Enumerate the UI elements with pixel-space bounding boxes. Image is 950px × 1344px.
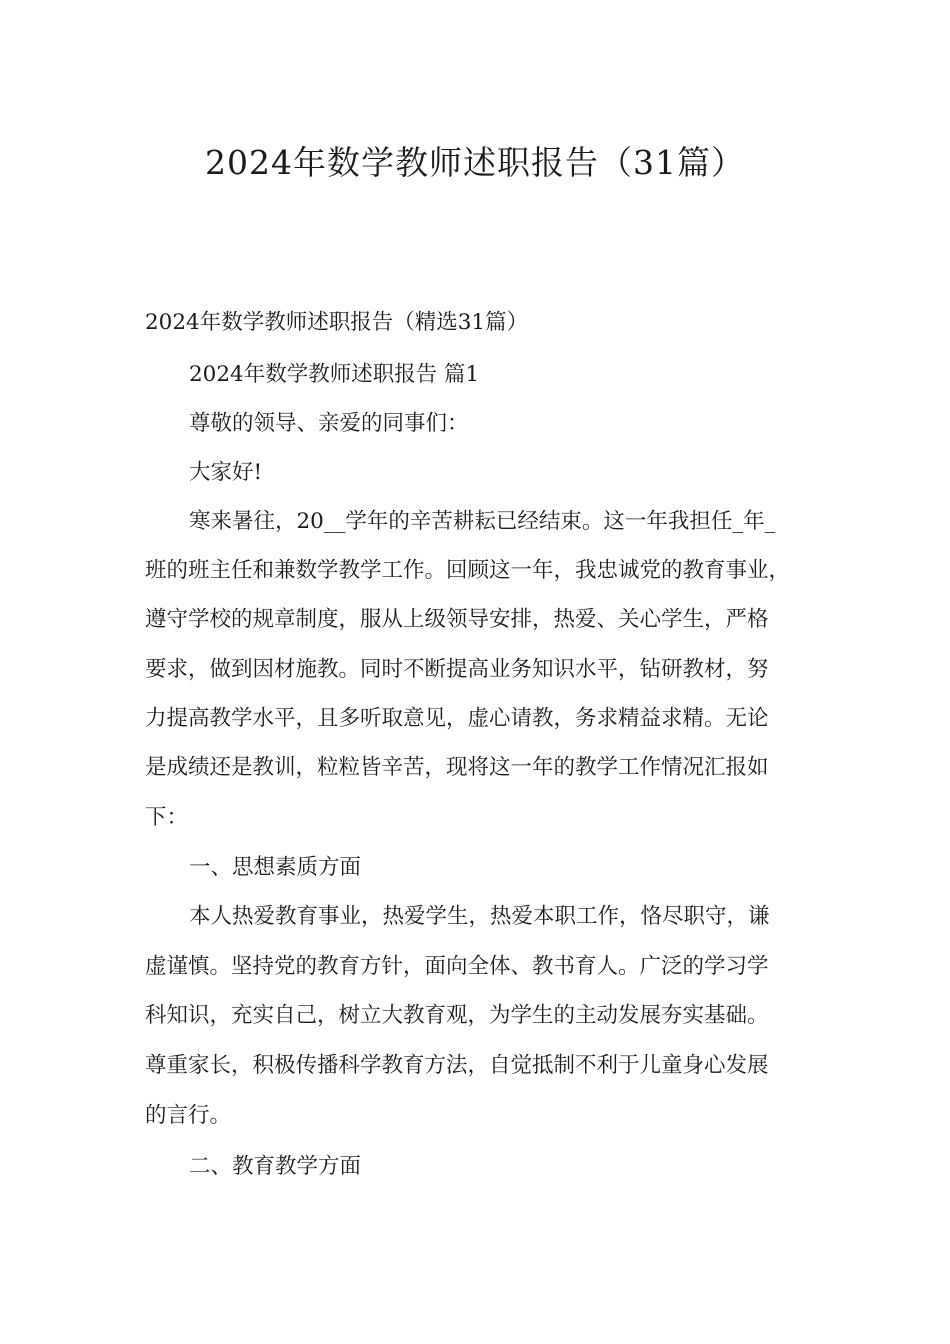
paragraph-line: 班的班主任和兼数学教学工作。回顾这一年，我忠诚党的教育事业， — [145, 558, 791, 583]
section-heading-2: 二、教育教学方面 — [189, 1154, 362, 1179]
document-title: 2024年数学教师述职报告（31篇） — [205, 143, 745, 182]
greeting: 大家好! — [189, 460, 263, 485]
paragraph-line: 是成绩还是教训，粒粒皆辛苦，现将这一年的教学工作情况汇报如 — [145, 755, 769, 780]
salutation: 尊敬的领导、亲爱的同事们： — [189, 411, 469, 436]
paragraph-line: 科知识，充实自己，树立大教育观，为学生的主动发展夯实基础。 — [145, 1003, 769, 1028]
paragraph-line: 要求，做到因材施教。同时不断提高业务知识水平，钻研教材，努 — [145, 657, 769, 682]
paragraph-line: 本人热爱教育事业，热爱学生，热爱本职工作，恪尽职守，谦 — [189, 904, 770, 929]
paragraph-line: 尊重家长，积极传播科学教育方法，自觉抵制不利于儿童身心发展 — [145, 1053, 769, 1078]
paragraph-line: 的言行。 — [145, 1103, 232, 1128]
section-heading-1: 一、思想素质方面 — [189, 855, 362, 880]
document-subtitle: 2024年数学教师述职报告（精选31篇） — [145, 310, 529, 335]
paragraph-line: 寒来暑往，20__学年的辛苦耕耘已经结束。这一年我担任_年_ — [189, 509, 776, 534]
paragraph-line: 虚谨慎。坚持党的教育方针，面向全体、教书育人。广泛的学习学 — [145, 954, 769, 979]
section-heading: 2024年数学教师述职报告 篇1 — [189, 362, 480, 387]
paragraph-line: 遵守学校的规章制度，服从上级领导安排，热爱、关心学生，严格 — [145, 607, 769, 632]
paragraph-line: 下： — [145, 805, 189, 830]
paragraph-line: 力提高教学水平，且多听取意见，虚心请教，务求精益求精。无论 — [145, 706, 769, 731]
